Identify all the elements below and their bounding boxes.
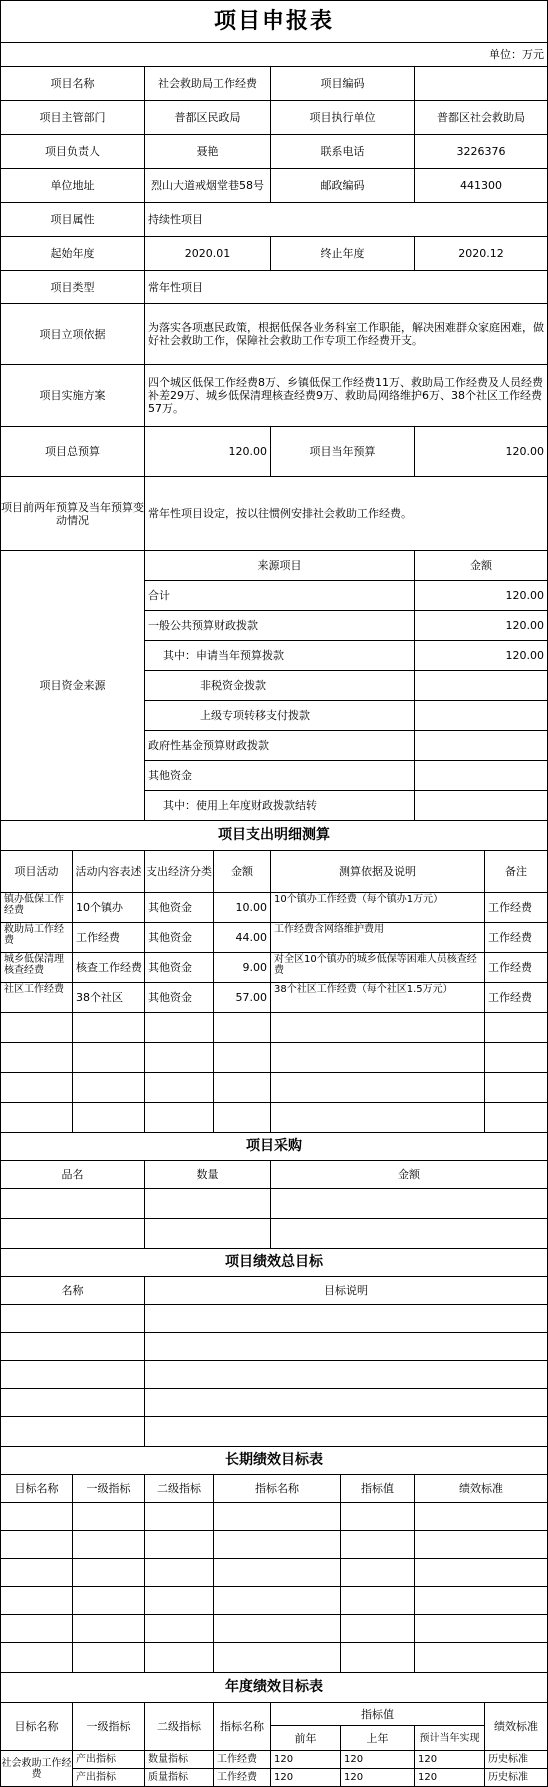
- expense-cell: 城乡低保清理核查经费: [4, 954, 64, 976]
- expense-cell: [214, 1013, 270, 1042]
- expense-cell: 其他资金: [148, 961, 192, 974]
- funding-col-amount: 金额: [470, 559, 492, 572]
- funding-amount: [415, 701, 547, 730]
- expense-cell: 工作经费: [488, 931, 532, 944]
- grid-line: [0, 1188, 548, 1189]
- annual-header-goal-name: 目标名称: [14, 1720, 59, 1733]
- current-budget-label: 项目当年预算: [309, 445, 376, 458]
- expense-header: 备注: [505, 865, 527, 878]
- start-year-label: 起始年度: [50, 247, 95, 260]
- grid-line: [414, 1474, 415, 1673]
- funding-source-name: 上级专项转移支付拨款: [200, 709, 310, 722]
- expense-section-title: 项目支出明细测算: [218, 827, 330, 843]
- dept-value: 普都区民政局: [174, 111, 241, 124]
- funding-amount: [415, 671, 547, 700]
- grid-line: [340, 1474, 341, 1673]
- expense-header: 支出经济分类: [146, 865, 212, 878]
- expense-cell: 38个社区工作经费（每个社区1.5万元）: [274, 984, 453, 995]
- expense-cell: 其他资金: [148, 991, 192, 1004]
- expense-cell: 对全区10个镇办的城乡低保等困难人员核查经费: [274, 954, 477, 976]
- expense-cell: 救助局工作经费: [4, 924, 64, 946]
- expense-cell: [485, 1043, 547, 1072]
- expense-cell: [145, 1103, 213, 1132]
- expense-header: 测算依据及说明: [339, 865, 416, 878]
- basis-label: 项目立项依据: [39, 327, 106, 341]
- expense-cell: 10.00: [235, 901, 267, 914]
- longterm-header: 一级指标: [86, 1482, 131, 1495]
- longterm-section-title: 长期绩效目标表: [225, 1452, 323, 1468]
- goal-header-name: 名称: [61, 1284, 84, 1297]
- expense-cell: [73, 1043, 144, 1072]
- expense-cell: [271, 1013, 484, 1042]
- annual-cell: 数量指标: [148, 1754, 188, 1765]
- expense-cell: [145, 1043, 213, 1072]
- annual-cell: 工作经费: [217, 1772, 257, 1783]
- plan-value: 四个城区低保工作经费8万、乡镇低保工作经费11万、救助局工作经费及人员经费补差29万、城乡低保清理核查经费9万、救助局网络维护6万、38个社区工作经费57万。: [148, 376, 543, 415]
- funding-source-name: 其他资金: [148, 769, 192, 782]
- form-title: 项目申报表: [213, 9, 334, 34]
- expense-cell: [1, 1043, 72, 1072]
- goal-header-desc: 目标说明: [324, 1284, 368, 1297]
- address-value: 烈山大道戒烟堂巷58号: [151, 179, 264, 192]
- expense-cell: 社区工作经费: [4, 984, 64, 995]
- annual-cell: 历史标准: [488, 1772, 528, 1783]
- project-name-value: 社会救助局工作经费: [158, 77, 257, 90]
- expense-cell: [214, 1073, 270, 1102]
- budget-change-label: 项目前两年预算及当年预算变动情况: [1, 500, 144, 527]
- funding-amount: 120.00: [505, 649, 544, 662]
- expense-cell: [485, 1073, 547, 1102]
- expense-cell: [145, 1013, 213, 1042]
- funding-amount: 120.00: [505, 619, 544, 632]
- expense-cell: [73, 1073, 144, 1102]
- expense-cell: [1, 1103, 72, 1132]
- end-year-label: 终止年度: [320, 247, 365, 260]
- expense-header: 项目活动: [14, 865, 59, 878]
- project-code-value: [415, 67, 547, 100]
- expense-cell: [271, 1103, 484, 1132]
- grid-line: [0, 1474, 1, 1673]
- funding-source-name: 政府性基金预算财政拨款: [148, 739, 269, 752]
- address-label: 单位地址: [50, 179, 95, 192]
- annual-cell: 120: [274, 1772, 294, 1783]
- expense-cell: [485, 1013, 547, 1042]
- funding-source-name: 其中：申请当年预算拨款: [163, 649, 284, 662]
- grid-line: [0, 1332, 548, 1333]
- current-budget-value: 120.00: [505, 445, 544, 458]
- expense-cell: 44.00: [235, 931, 267, 944]
- longterm-header: 二级指标: [157, 1482, 201, 1495]
- expense-cell: 工作经费: [488, 961, 532, 974]
- expense-cell: 工作经费: [488, 901, 532, 914]
- expense-cell: 57.00: [235, 991, 267, 1004]
- funding-source-name: 非税资金拨款: [200, 679, 266, 692]
- leader-label: 项目负责人: [45, 145, 100, 158]
- expense-cell: 镇办低保工作经费: [4, 894, 64, 916]
- phone-label: 联系电话: [320, 145, 365, 158]
- annual-goal-name: 社会救助工作经费: [1, 1757, 72, 1780]
- expense-header: 金额: [231, 865, 253, 878]
- annual-cell: 工作经费: [217, 1754, 257, 1765]
- annual-cell: 120: [344, 1772, 364, 1783]
- expense-cell: 工作经费: [76, 931, 120, 944]
- expense-cell: [73, 1013, 144, 1042]
- grid-line: [0, 1416, 548, 1417]
- expense-cell: [1, 1013, 72, 1042]
- grid-line: [0, 1218, 548, 1219]
- annual-header-expected: 预计当年实现: [419, 1732, 480, 1744]
- annual-cell: 质量指标: [148, 1772, 188, 1783]
- funding-col-source: 来源项目: [257, 559, 302, 572]
- longterm-header: 目标名称: [14, 1482, 59, 1495]
- funding-amount: [415, 761, 547, 790]
- postcode-value: 441300: [460, 179, 502, 192]
- dept-label: 项目主管部门: [39, 111, 106, 124]
- annual-header-prev2: 前年: [294, 1731, 317, 1745]
- annual-header-ind-value: 指标值: [361, 1707, 394, 1721]
- expense-cell: 9.00: [242, 961, 267, 974]
- funding-amount: [415, 731, 547, 760]
- annual-header-level1: 一级指标: [86, 1720, 131, 1733]
- exec-unit-value: 普都区社会救助局: [437, 111, 525, 124]
- expense-cell: [214, 1103, 270, 1132]
- annual-cell: 历史标准: [488, 1754, 528, 1765]
- basis-value: 为落实各项惠民政策，根据低保各业务科室工作职能，解决困难群众家庭困难，做好社会救助工作，保障社会救助工作专项工作经费开支。: [148, 321, 544, 347]
- expense-cell: [271, 1073, 484, 1102]
- start-year-value: 2020.01: [184, 247, 231, 260]
- project-type-value: 常年性项目: [148, 280, 203, 294]
- expense-cell: [485, 1103, 547, 1132]
- expense-cell: 工作经费含网络维护费用: [274, 924, 384, 935]
- purchase-section-title: 项目采购: [246, 1138, 302, 1154]
- funding-source-name: 其中：使用上年度财政拨款结转: [163, 799, 317, 812]
- project-attr-value: 持续性项目: [148, 213, 203, 226]
- annual-cell: 120: [274, 1754, 294, 1765]
- grid-line: [213, 1474, 214, 1673]
- funding-amount: 120.00: [505, 589, 544, 602]
- annual-section-title: 年度绩效目标表: [225, 1679, 323, 1695]
- funding-amount: [415, 791, 547, 820]
- expense-cell: 10个镇办工作经费（每个镇办1万元）: [274, 894, 444, 905]
- grid-line: [0, 1502, 548, 1503]
- postcode-label: 邮政编码: [320, 179, 365, 192]
- grid-line: [72, 1474, 73, 1673]
- annual-header-level2: 二级指标: [157, 1720, 201, 1733]
- expense-cell: [73, 1103, 144, 1132]
- annual-header-ind-name: 指标名称: [220, 1720, 264, 1733]
- longterm-header: 指标名称: [255, 1482, 299, 1495]
- grid-line: [0, 1558, 548, 1559]
- grid-line: [0, 1642, 548, 1643]
- expense-cell: [145, 1073, 213, 1102]
- funding-source-name: 合计: [148, 589, 170, 602]
- expense-cell: 10个镇办: [76, 901, 123, 914]
- funding-source-name: 一般公共预算财政拨款: [148, 619, 258, 632]
- expense-cell: [1, 1073, 72, 1102]
- project-type-label: 项目类型: [50, 280, 95, 294]
- total-budget-label: 项目总预算: [45, 445, 100, 458]
- annual-cell: 120: [344, 1754, 364, 1765]
- annual-cell: 产出指标: [76, 1772, 116, 1783]
- grid-line: [0, 1304, 548, 1305]
- annual-cell: 120: [418, 1772, 438, 1783]
- expense-cell: 工作经费: [488, 991, 532, 1004]
- expense-cell: [271, 1043, 484, 1072]
- grid-line: [0, 1530, 548, 1531]
- project-code-label: 项目编码: [320, 77, 365, 90]
- funding-label: 项目资金来源: [39, 679, 106, 692]
- unit-label: 单位：万元: [489, 48, 544, 61]
- purchase-header: 品名: [61, 1168, 84, 1181]
- grid-line: [0, 1360, 548, 1361]
- annual-cell: 120: [418, 1754, 438, 1765]
- plan-label: 项目实施方案: [39, 389, 106, 402]
- expense-cell: 38个社区: [76, 991, 123, 1004]
- annual-header-prev1: 上年: [366, 1731, 389, 1745]
- leader-value: 聂艳: [196, 145, 219, 158]
- grid-line: [0, 1614, 548, 1615]
- end-year-value: 2020.12: [458, 247, 504, 260]
- purchase-header: 金额: [398, 1168, 420, 1181]
- project-name-label: 项目名称: [50, 77, 95, 90]
- exec-unit-label: 项目执行单位: [309, 111, 376, 124]
- expense-cell: 其他资金: [148, 931, 192, 944]
- expense-cell: 其他资金: [148, 901, 192, 914]
- goal-section-title: 项目绩效总目标: [225, 1254, 323, 1270]
- annual-header-standard: 绩效标准: [494, 1720, 538, 1733]
- annual-cell: 产出指标: [76, 1754, 116, 1765]
- purchase-header: 数量: [196, 1168, 219, 1181]
- project-attr-label: 项目属性: [50, 213, 95, 226]
- expense-header: 活动内容表述: [75, 865, 142, 878]
- phone-value: 3226376: [456, 145, 506, 158]
- expense-cell: [214, 1043, 270, 1072]
- total-budget-value: 120.00: [228, 445, 267, 458]
- expense-cell: 核查工作经费: [76, 961, 142, 974]
- grid-line: [0, 1586, 548, 1587]
- longterm-header: 指标值: [361, 1482, 394, 1495]
- budget-change-value: 常年性项目设定，按以往惯例安排社会救助工作经费。: [148, 507, 412, 520]
- grid-line: [144, 1474, 145, 1673]
- grid-line: [0, 1388, 548, 1389]
- longterm-header: 绩效标准: [459, 1482, 503, 1495]
